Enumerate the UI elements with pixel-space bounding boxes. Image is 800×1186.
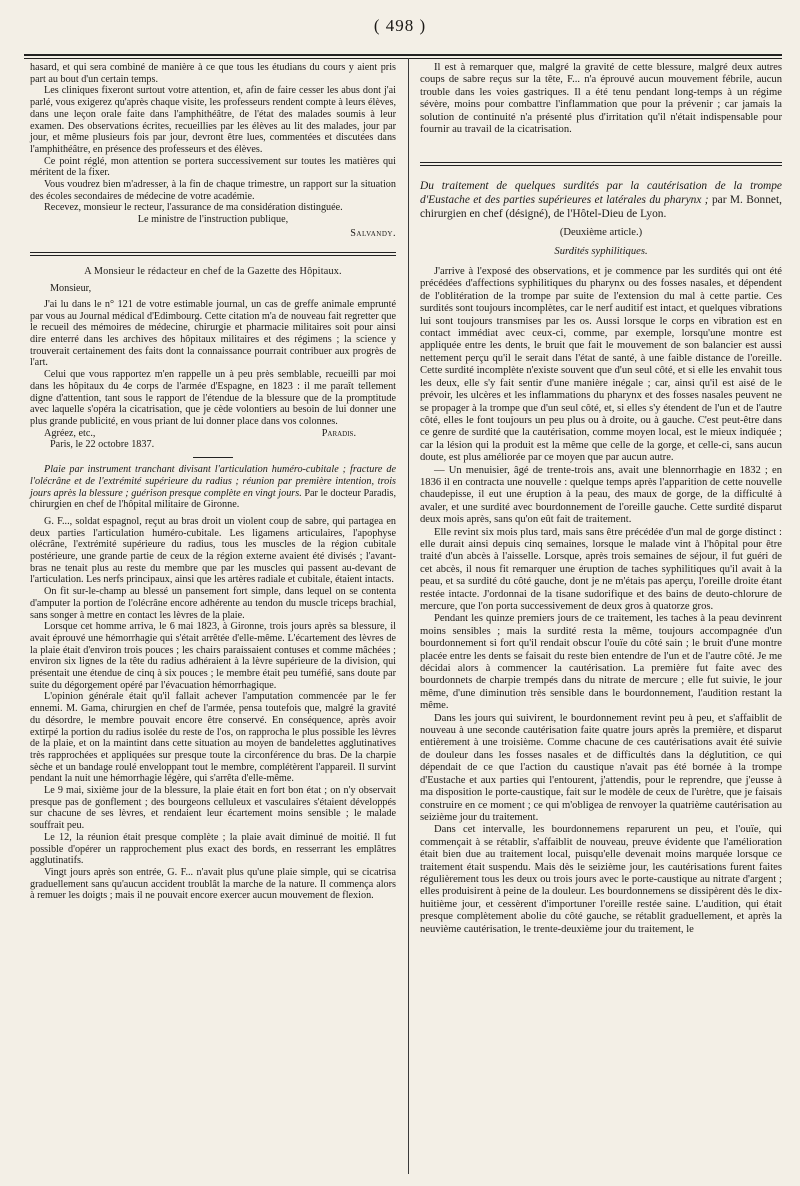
section-title: Surdités syphilitiques.: [554, 245, 648, 257]
minister-signature: Salvandy.: [350, 227, 396, 239]
paradis-signature: Paradis.: [321, 427, 356, 439]
place-date: Paris, le 22 octobre 1837.: [50, 439, 155, 451]
salutation: Monsieur,: [50, 283, 92, 295]
case-paragraph: G. F..., soldat espagnol, reçut au bras droit un violent coup de sabre, qui partagea en deux parties l'articulation huméro-cubitale. Les ligamens articulaires, l'apophyse olécrâne, l'extrémité supérieure du radius, tous les muscles de la région cubitale postérieure, une grande partie de ceux de la région externe avaient été divisés ; l'avant-bras ne tenait plus au reste du membre que par les muscles qui passent au-devant de l'articulation. Les nerfs principaux, ainsi que les artères radiale et cubitale, étaient intacts.: [30, 515, 396, 586]
agreez: Agréez, etc.,: [44, 427, 96, 439]
left-column: [30, 62, 396, 902]
letter-paragraph: Celui que vous rapportez m'en rappelle un à peu près semblable, recueilli par moi dans les hôpitaux du 4e corps de l'armée d'Espagne, en 1823 : il me paraît tellement digne d'attention, tant sous le rapport de l'étendue de la blessure que de la promptitude avec laquelle s'opéra la cicatrisation, que je cède volontiers au besoin de lui donner une plus grande publicité, en vous priant de lui donner place dans vos colonnes.: [30, 369, 396, 427]
case-paragraph: Le 12, la réunion était presque complète ; la plaie avait diminué de moitié. Il fut possible d'opérer un rapprochement plus exact des bords, en resserrant les emplâtres agglutinatifs.: [30, 831, 396, 867]
paragraph: Vous voudrez bien m'adresser, à la fin de chaque trimestre, un rapport sur la situation des écoles secondaires de médecine de votre académie.: [30, 179, 396, 202]
case-paragraph: On fit sur-le-champ au blessé un pansement fort simple, dans lequel on se contenta d'amputer la portion de l'olécrâne encore adhérente au tendon du muscle triceps brachial, sans songer à mettre en contact les lèvres de la plaie.: [30, 586, 396, 621]
article-byline: Par le docteur Paradis, chirurgien en chef de l'hôpital militaire de Gironne.: [30, 487, 396, 511]
page-header: [0, 10, 800, 46]
paragraph: Dans cet intervalle, les bourdonnemens reparurent un peu, et l'ouïe, qui commençait à se rétablir, s'affaiblit de nouveau, preuve évidente que l'amélioration était bien due au traitement local, puisqu'elle devenait moins marquée lorsque ce traitement était suspendu. Mais dès le seizième jour, les cautérisations furent faites régulièrement tous les deux ou trois jours avec le porte-caustique au nitrate d'argent ; elles produisirent à peine de la douleur. Les bourdonnemens se dissipèrent dès le dix-huitième jour, et cessèrent d'importuner l'oreille restée saine. L'audition, qui était presque complètement abolie du côté gauche, se rétablit graduellement, et après la neuvième cautérisation, le trente-deuxième jour du traitement, le: [420, 824, 782, 935]
paragraph: Il est à remarquer que, malgré la gravité de cette blessure, malgré deux autres coups de sabre reçus sur la tête, F... n'a éprouvé aucun mouvement fébrile, aucun trouble dans les voies gastriques. Il a été tenu pendant long-temps à un régime sévère, moins pour combattre l'inflammation que pour la prévenir ; car jamais la solution de continuité n'a présenté plus d'irritation qu'il n'était indispensable pour fournir au travail de la cicatrisation.: [420, 62, 782, 136]
paragraph: Pendant les quinze premiers jours de ce traitement, les taches à la peau devinrent moins sensibles ; mais la surdité resta la même, toujours accompagnée d'un bourdonnement si fort qu'il rendait obscur l'ouïe du côté sain ; le bruit d'une montre placée entre les dents se faisait du reste bien entendre de l'un et de l'autre côté. Je me décidai alors à commencer la cautérisation. La première fut faite avec des bourdonnets de charpie trempés dans du nitrate de mercure ; elle fut suivie, le jour même, d'une diminution très sensible dans le bourdonnement, l'audition restant la même.: [420, 613, 782, 712]
letter-paragraph: J'ai lu dans le n° 121 de votre estimable journal, un cas de greffe animale emprunté par vous au Journal médical d'Edimbourg. Cette citation m'a de nouveau fait regretter que le recueil des mémoires de médecine, chirurgie et pharmacie militaires soit pour ainsi dire enterré dans les archives des hôpitaux militaires et des régimens ; la science y trouverait certainement des faits dont la connaissance pourrait contribuer aux progrès de l'art.: [30, 298, 396, 369]
header-rule: [24, 54, 782, 59]
paragraph: hasard, et qui sera combiné de manière à ce que tous les étudians du cours y aient pris part au bout d'un certain temps.: [30, 62, 396, 85]
paragraph: — Un menuisier, âgé de trente-trois ans, avait une blennorrhagie en 1832 ; en 1836 il en contracta une nouvelle : quelque temps après l'apparition de cette nouvelle chaudepisse, il eut une éruption à la peau, des maux de gorge, de la difficulté à avaler, et une surdité avec bourdonnement de l'oreille gauche. Cette surdité disparut deux mois après, sans qu'on eût fait de traitement.: [420, 464, 782, 526]
article-title-text: Plaie par instrument tranchant divisant l'articulation huméro-cubitale ; fracture de l'olécrâne et de l'extrémité supérieure du radius ; réunion par première intention, trois jours après la blessure ; guérison presque complète en vingt jours.: [30, 464, 396, 499]
paragraph: Recevez, monsieur le recteur, l'assurance de ma considération distinguée.: [44, 202, 343, 214]
case-paragraph: Le 9 mai, sixième jour de la blessure, la plaie était en fort bon état ; on n'y observait presque pas de gonflement ; des bourgeons celluleux et vasculaires s'étaient développés sur chacune de ses lèvres, et rendaient leur écartement moins sensible ; le malade souffrait peu.: [30, 785, 396, 832]
article-part: (Deuxième article.): [559, 227, 643, 239]
paragraph: Ce point réglé, mon attention se portera successivement sur toutes les matières qui méritent de la fixer.: [30, 155, 396, 179]
minister-line: Le ministre de l'instruction publique,: [137, 214, 289, 226]
case-paragraph: Vingt jours après son entrée, G. F... n'avait plus qu'une plaie simple, qui se cicatrisa graduellement sans qu'aucun accident troublât la marche de la nature. Il commença alors à remuer les doigts ; mais il ne pouvait encore exercer aucun mouvement de flexion.: [30, 867, 396, 902]
case-paragraph: Lorsque cet homme arriva, le 6 mai 1823, à Gironne, trois jours après sa blessure, il avait éprouvé une hémorrhagie qui s'était arrêtée d'elle-même. L'écartement des lèvres de la plaie était d'environ trois pouces ; les chairs paraissaient contuses et comme mâchées ; environ six lignes de la tête du radius adhéraient à la lèvre supérieure de la division, qui présentait une étendue de cinq à six pouces ; le membre était peu tuméfié, sans doute par suite du dégorgement opéré par l'évacuation hémorrhagique.: [30, 621, 396, 691]
case-paragraph: L'opinion générale était qu'il fallait achever l'amputation commencée par le fer ennemi. M. Gama, chirurgien en chef de l'armée, pensa toutefois que, malgré la gravité du désordre, le membre pouvait encore être conservé. En conséquence, après avoir extirpé la portion du radius isolée du reste de l'os, on rapprocha le plus possible les lèvres de la plaie, et on la maintint dans cette situation au moyen de bandelettes agglutinatives très rapprochées et appliquées sur presque toute la circonférence du bras. De la charpie sèche et un bandage roulé enveloppant tout le membre, complétèrent l'appareil. Il survint pendant la nuit une hémorrhagie légère, qui s'arrêta d'elle-même.: [30, 691, 396, 785]
paragraph: Les cliniques fixeront surtout votre attention, et, afin de faire cesser les abus dont j'ai parlé, vous exigerez qu'après chaque visite, les professeurs rendent compte à leurs élèves, dans une leçon orale faite dans l'amphithéâtre, de l'état des malades soumis à leur examen. Des observations écrites, recueillies par les élèves au lit des malades, jour par jour, et même plusieurs fois par jour, devront être lues, commentées et discutées dans l'amphithéâtre, en présence des professeurs et des élèves.: [30, 85, 396, 155]
paragraph: J'arrive à l'exposé des observations, et je commence par les surdités qui ont été précédées d'affections syphilitiques du pharynx ou des fosses nasales, et dépendent de l'oblitération de la trompe par suite de l'extension du mal à cette partie. Ces surdités sont toujours incomplètes, car le nerf auditif est intact, et quelques vibrations lui sont toujours transmises par les os. Aussi lorsque le corps en vibration est en contact immédiat avec ceux-ci, comme, par exemple, lorsqu'une montre est appliquée entre les dents, le bruit que fait le mouvement de son balancier est aussi nettement perçu qu'il le serait dans l'état de santé, à une faible distance de l'oreille. Cette surdité incomplète n'existe souvent que d'un seul côté, et si elle les envahit tous les deux, elle s'y fait sentir d'une manière inégale ; car, ainsi qu'il est aisé de le prévoir, les ulcères et les inflammations du pharynx et des fosses nasales peuvent ne se propager à la trompe que d'un seul côté, et, si elles s'y étendent de l'un et de l'autre côté, elles le font toujours un peu plus ou à droite, ou à gauche. C'est peut-être dans ce genre de surdité que la cautérisation, comme moyen local, est le mieux indiquée ; car la lésion qui la produit est la même que celle de la gorge, et celle-ci, sans aucun doute, est plus améliorée par ce moyen que par aucun autre.: [420, 266, 782, 464]
article-title: [30, 464, 396, 511]
letter-signoff: [30, 428, 396, 440]
article-title-text: Du traitement de quelques surdités par la cautérisation de la trompe d'Eustache et des parties supérieures et latérales du pharynx ;: [420, 180, 782, 207]
article-byline: par M. Bonnet, chirurgien en chef (désigné), de l'Hôtel-Dieu de Lyon.: [420, 194, 782, 220]
section-rule: [420, 162, 782, 166]
article-heading: [420, 180, 782, 221]
column-divider: [408, 58, 409, 1174]
small-rule: [193, 457, 233, 458]
paragraph: Elle revint six mois plus tard, mais sans être précédée d'un mal de gorge distinct : elle durait ainsi depuis cinq semaines, lorsque le malade vint à l'hôpital pour être traité d'un abcès à l'aisselle. Lorsque, après trois semaines de séjour, il fut guéri de cet abcès, il nous fit remarquer une éruption de taches syphilitiques qu'il avait à la peau, et sa surdité du côté gauche, dont je ne m'étais pas aperçu, l'oreille droite étant restée intacte. J'ordonnai de la tisane sudorifique et des bains de deuto-chlorure de mercure, que l'on porta successivement de deux gros à quatorze gros.: [420, 526, 782, 612]
paragraph: Dans les jours qui suivirent, le bourdonnement revint peu à peu, et s'affaiblit de nouveau à une seconde cautérisation faite quatre jours après la première, et disparut entièrement à une troisième. Comme chacune de ces cautérisations avait été suivie de douleur dans les fosses nasales et de difficultés dans la déglutition, ce qui dépendait de ce que l'action du caustique n'avait pas été bornée à la trompe d'Eustache et aux parties qui l'entourent, j'attendis, pour le reprendre, que j'eusse à ma disposition le porte-caustique, fait sur le modèle de ceux de l'urètre, que je faisais construire en ce moment ; ce qui m'obligea de renvoyer la quatrième cautérisation au seizième jour du traitement.: [420, 712, 782, 823]
page-number: ( 498 ): [373, 16, 427, 35]
letter-heading: A Monsieur le rédacteur en chef de la Gazette des Hôpitaux.: [84, 265, 342, 277]
section-rule: [30, 252, 396, 256]
right-column: [420, 62, 782, 936]
